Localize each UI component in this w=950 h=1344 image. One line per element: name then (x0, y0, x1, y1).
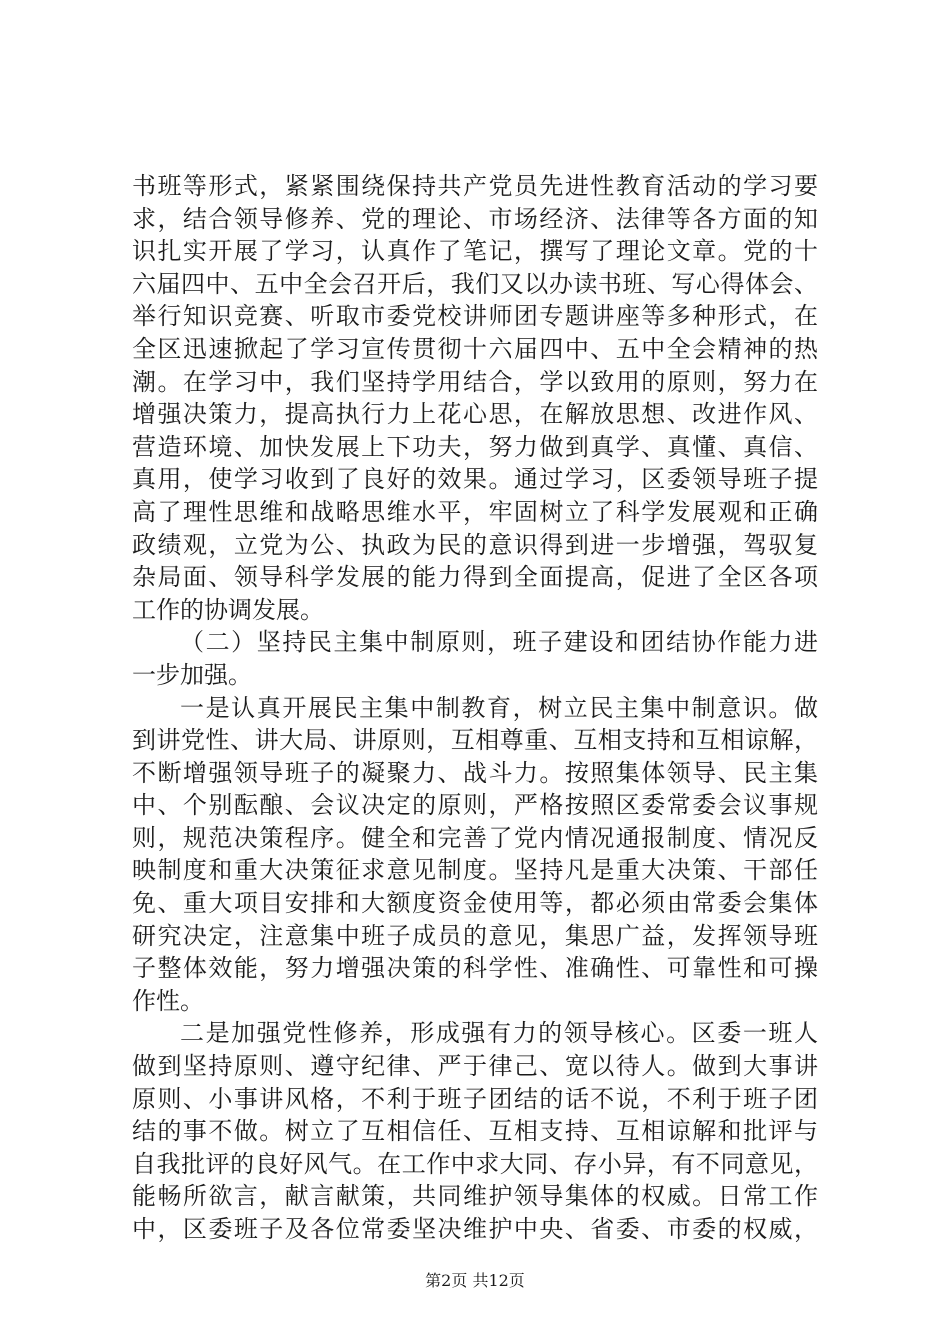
text-line: 全区迅速掀起了学习宣传贯彻十六届四中、五中全会精神的热 (132, 334, 818, 363)
text-line: 工作的协调发展。 (132, 595, 324, 624)
text-line: 真用，使学习收到了良好的效果。通过学习，区委领导班子提 (132, 465, 818, 494)
page-footer: 第2页 共12页 (425, 1271, 525, 1290)
text-line: 免、重大项目安排和大额度资金使用等，都必须由常委会集体 (132, 889, 818, 918)
text-line: 一步加强。 (132, 660, 252, 689)
text-line: 书班等形式，紧紧围绕保持共产党员先进性教育活动的学习要 (132, 172, 818, 200)
text-line: 中，区委班子及各位常委坚决维护中央、省委、市委的权威， (132, 1215, 818, 1243)
text-line: 做到坚持原则、遵守纪律、严于律己、宽以待人。做到大事讲 (132, 1052, 818, 1081)
text-line: 原则、小事讲风格，不利于班子团结的话不说，不利于班子团 (132, 1084, 818, 1113)
text-line: 识扎实开展了学习，认真作了笔记，撰写了理论文章。党的十 (132, 237, 818, 266)
text-line: 政绩观，立党为公、执政为民的意识得到进一步增强，驾驭复 (132, 530, 818, 559)
text-line: 高了理性思维和战略思维水平，牢固树立了科学发展观和正确 (132, 497, 818, 526)
text-line: 自我批评的良好风气。在工作中求大同、存小异，有不同意见， (132, 1149, 818, 1178)
text-line: 中、个别酝酿、会议决定的原则，严格按照区委常委会议事规 (132, 791, 818, 820)
text-line: 作性。 (132, 986, 204, 1015)
text-line: 潮。在学习中，我们坚持学用结合，学以致用的原则，努力在 (132, 367, 818, 396)
text-line: 映制度和重大决策征求意见制度。坚持凡是重大决策、干部任 (132, 856, 818, 885)
text-line: 不断增强领导班子的凝聚力、战斗力。按照集体领导、民主集 (132, 758, 818, 787)
text-line: 求，结合领导修养、党的理论、市场经济、法律等各方面的知 (132, 204, 818, 233)
text-line: 二是加强党性修养，形成强有力的领导核心。区委一班人 (180, 1019, 818, 1048)
text-line: （二）坚持民主集中制原则，班子建设和团结协作能力进 (180, 628, 818, 657)
text-line: 到讲党性、讲大局、讲原则，互相尊重、互相支持和互相谅解， (132, 726, 818, 755)
text-line: 则，规范决策程序。健全和完善了党内情况通报制度、情况反 (132, 823, 818, 852)
document-body (132, 170, 818, 1246)
text-line: 子整体效能，努力增强决策的科学性、准确性、可靠性和可操 (132, 954, 818, 983)
text-line: 举行知识竞赛、听取市委党校讲师团专题讲座等多种形式，在 (132, 302, 818, 331)
text-line: 结的事不做。树立了互相信任、互相支持、互相谅解和批评与 (132, 1117, 818, 1146)
text-line: 杂局面、领导科学发展的能力得到全面提高，促进了全区各项 (132, 563, 818, 592)
text-line: 一是认真开展民主集中制教育，树立民主集中制意识。做 (180, 693, 818, 722)
text-line: 增强决策力，提高执行力上花心思，在解放思想、改进作风、 (132, 400, 818, 429)
text-line: 营造环境、加快发展上下功夫，努力做到真学、真懂、真信、 (132, 432, 818, 461)
text-line: 六届四中、五中全会召开后，我们又以办读书班、写心得体会、 (132, 269, 818, 298)
text-line: 能畅所欲言，献言献策，共同维护领导集体的权威。日常工作 (132, 1182, 818, 1211)
text-line: 研究决定，注意集中班子成员的意见，集思广益，发挥领导班 (132, 921, 818, 950)
